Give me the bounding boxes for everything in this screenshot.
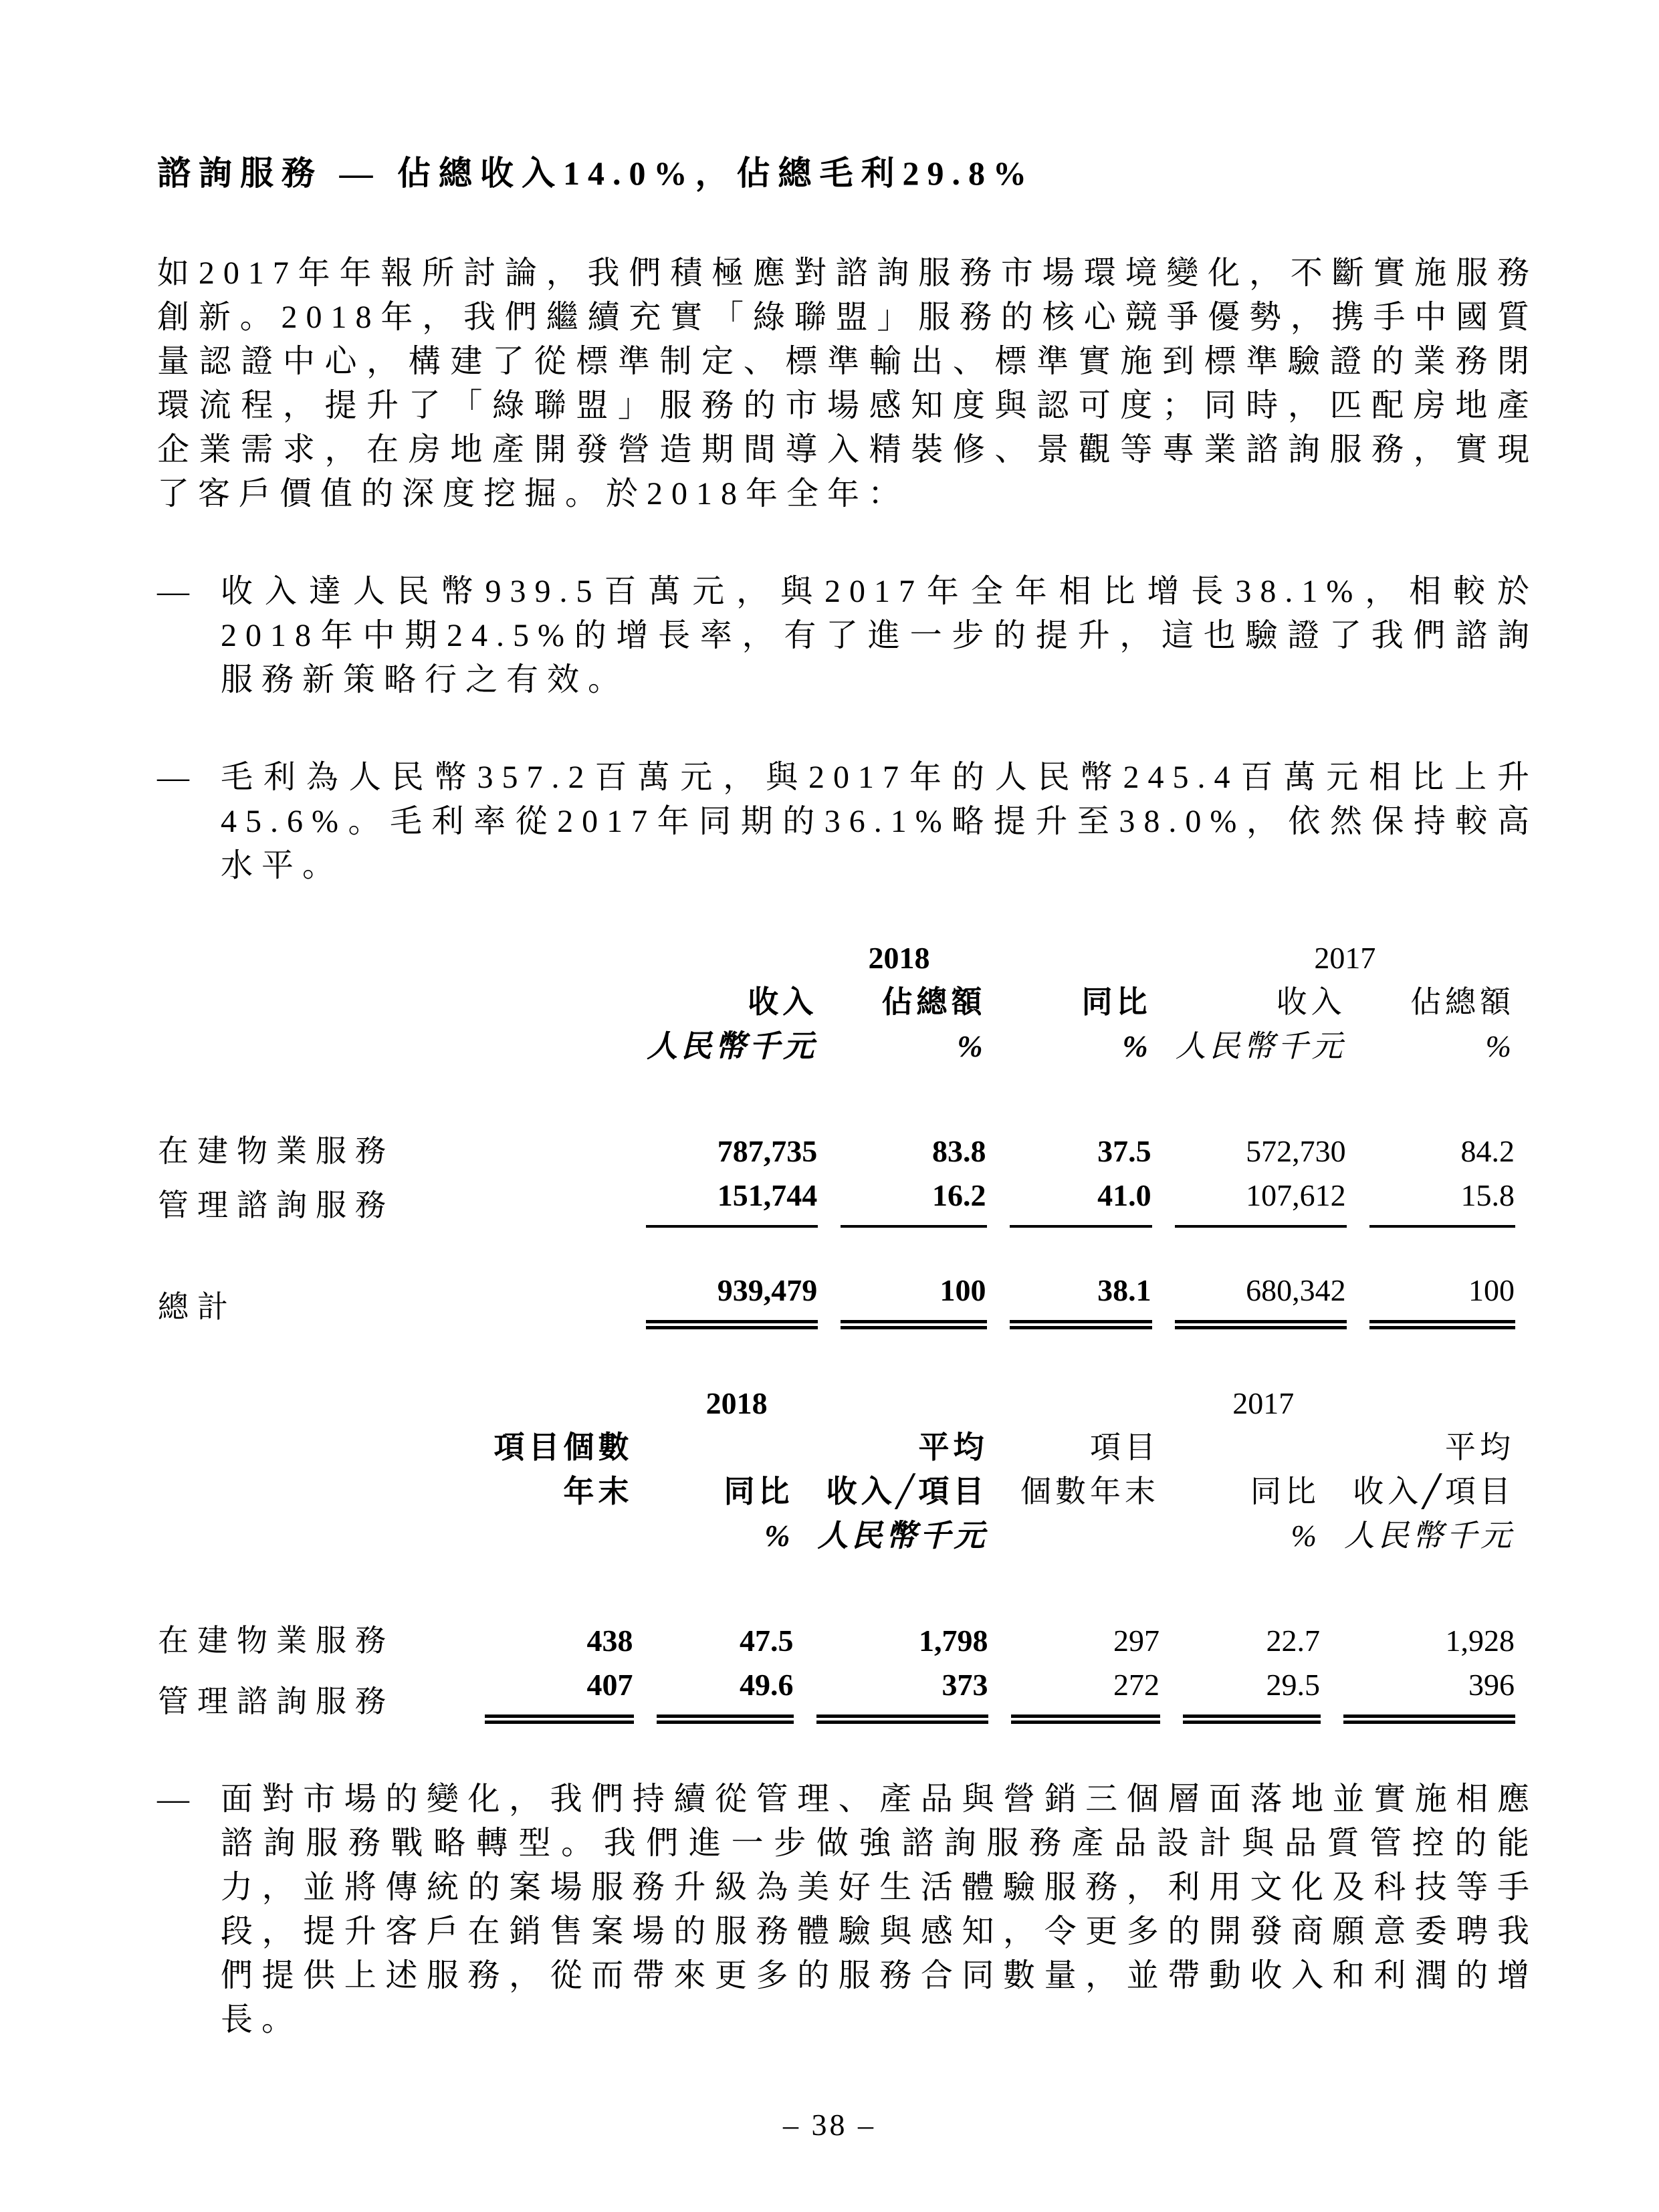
empty-cell xyxy=(157,1381,462,1426)
year-2018-label: 2018 xyxy=(868,941,930,975)
value-cell: 373 xyxy=(816,1663,988,1724)
value-cell: 49.6 xyxy=(657,1663,794,1724)
year-2017-label: 2017 xyxy=(1232,1386,1295,1420)
col-header: 佔總額 xyxy=(1410,985,1515,1019)
value-cell: 22.7 xyxy=(1266,1624,1320,1658)
empty-cell xyxy=(157,1426,462,1470)
value-cell: 787,735 xyxy=(717,1134,818,1168)
value-cell: 272 xyxy=(1011,1663,1160,1724)
unit-cell xyxy=(1011,1514,1160,1558)
empty-cell xyxy=(157,1470,462,1514)
value-cell: 407 xyxy=(485,1663,634,1724)
empty-cell xyxy=(157,1514,462,1558)
col-header: 平均 xyxy=(1445,1430,1515,1464)
bullet-dash: — xyxy=(157,760,189,795)
col-header xyxy=(1183,1426,1321,1470)
row-label: 在建物業服務 xyxy=(158,1134,395,1168)
bullet-text: 面對市場的變化，我們持續從管理、產品與營銷三個層面落地並實施相應諮詢服務戰略轉型。我們進一步做強諮詢服務產品設計與品質管控的能力，並將傳統的案場服務升級為美好生活體驗服務，利用文化及科技等手段，提升客戶在銷售案場的服務體驗與感知，令更多的開發商願意委聘我們提供上述服務，從而帶來更多的服務合同數量，並帶動收入和利潤的增長。 xyxy=(221,1781,1538,2037)
value-cell: 29.5 xyxy=(1183,1663,1321,1724)
total-value: 939,479 xyxy=(646,1228,818,1329)
col-header: 收入╱項目 xyxy=(1353,1474,1515,1509)
value-cell: 47.5 xyxy=(739,1624,794,1658)
value-cell: 572,730 xyxy=(1246,1134,1346,1168)
col-header xyxy=(657,1426,794,1470)
col-header: 平均 xyxy=(918,1430,988,1464)
total-value: 100 xyxy=(841,1228,986,1329)
bullet-text: 收入達人民幣939.5百萬元，與2017年全年相比增長38.1%，相較於2018年中期24.5%的增長率，有了進一步的提升，這也驗證了我們諮詢服務新策略行之有效。 xyxy=(221,574,1538,697)
col-header: 同比 xyxy=(1250,1474,1320,1509)
year-row xyxy=(157,1381,1515,1426)
unit-cell: 人民幣千元 xyxy=(1344,1519,1515,1553)
bullet-dash: — xyxy=(157,1781,189,1817)
empty-cell xyxy=(157,1024,623,1069)
value-cell: 1,928 xyxy=(1445,1624,1515,1658)
page-content xyxy=(157,0,1538,2042)
value-cell: 83.8 xyxy=(932,1134,986,1168)
intro-paragraph: 如2017年年報所討論，我們積極應對諮詢服務市場環境變化，不斷實施服務創新。2018年，我們繼續充實「綠聯盟」服務的核心競爭優勢，携手中國質量認證中心，構建了從標準制定、標準輸出、標準實施到標準驗證的業務閉環流程，提升了「綠聯盟」服務的市場感知度與認可度；同時，匹配房地產企業需求，在房地產開發營造期間導入精裝修、景觀等專業諮詢服務，實現了客戶價值的深度挖掘。於2018年全年： xyxy=(157,255,1538,512)
unit-cell: 人民幣千元 xyxy=(1175,1029,1346,1063)
total-value: 680,342 xyxy=(1175,1228,1347,1329)
col-header: 年末 xyxy=(563,1474,633,1509)
value-cell: 41.0 xyxy=(1010,1174,1152,1228)
value-cell: 151,744 xyxy=(646,1174,818,1228)
unit-cell: % xyxy=(1291,1519,1320,1553)
year-row xyxy=(157,936,1515,980)
row-label: 管理諮詢服務 xyxy=(158,1684,395,1719)
value-cell: 84.2 xyxy=(1460,1134,1515,1168)
value-cell: 37.5 xyxy=(1097,1134,1151,1168)
bullet-dash: — xyxy=(157,574,189,609)
table-row xyxy=(157,1663,1515,1724)
table-row xyxy=(157,1174,1515,1228)
value-cell: 297 xyxy=(1113,1624,1160,1658)
col-header: 佔總額 xyxy=(881,985,986,1019)
unit-cell: 人民幣千元 xyxy=(647,1029,818,1063)
unit-cell: % xyxy=(764,1519,794,1553)
bullet-revenue xyxy=(157,570,1538,702)
column-header-row-top xyxy=(157,1426,1515,1470)
year-2018-label: 2018 xyxy=(705,1386,768,1420)
col-header: 同比 xyxy=(724,1474,794,1509)
projects-table xyxy=(134,1381,1538,1724)
value-cell: 16.2 xyxy=(841,1174,986,1228)
row-label: 在建物業服務 xyxy=(158,1624,395,1658)
page-number: – 38 – xyxy=(783,2108,876,2142)
bullet-strategy xyxy=(157,1777,1538,2042)
revenue-table xyxy=(134,936,1538,1329)
year-2017-label: 2017 xyxy=(1314,941,1376,975)
unit-cell: % xyxy=(1122,1029,1151,1063)
empty-cell xyxy=(157,980,623,1024)
unit-cell: 人民幣千元 xyxy=(817,1519,988,1553)
col-header: 項目個數 xyxy=(493,1430,633,1464)
col-header: 個數年末 xyxy=(1020,1474,1160,1509)
total-value: 100 xyxy=(1369,1228,1515,1329)
col-header: 收入 xyxy=(1276,985,1346,1019)
col-header: 項目 xyxy=(1090,1430,1160,1464)
table-row xyxy=(157,1558,1515,1663)
value-cell: 15.8 xyxy=(1369,1174,1515,1228)
table-row xyxy=(157,1069,1515,1174)
empty-cell xyxy=(157,936,623,980)
unit-row xyxy=(157,1514,1515,1558)
unit-cell: % xyxy=(1485,1029,1515,1063)
total-value: 38.1 xyxy=(1010,1228,1152,1329)
column-header-row xyxy=(157,980,1515,1024)
total-label: 總計 xyxy=(158,1290,237,1324)
section-title: 諮詢服務 — 佔總收入14.0%，佔總毛利29.8% xyxy=(157,154,1034,192)
row-label: 管理諮詢服務 xyxy=(158,1188,395,1222)
value-cell: 438 xyxy=(586,1624,633,1658)
total-row xyxy=(157,1228,1515,1329)
unit-row xyxy=(157,1024,1515,1069)
unit-cell: % xyxy=(957,1029,986,1063)
unit-cell xyxy=(485,1514,634,1558)
column-header-row-bottom xyxy=(157,1470,1515,1514)
value-cell: 1,798 xyxy=(918,1624,988,1658)
value-cell: 107,612 xyxy=(1175,1174,1347,1228)
value-cell: 396 xyxy=(1343,1663,1515,1724)
bullet-gross-profit xyxy=(157,756,1538,888)
col-header: 收入 xyxy=(748,985,818,1019)
col-header: 收入╱項目 xyxy=(826,1474,988,1509)
col-header: 同比 xyxy=(1081,985,1151,1019)
bullet-text: 毛利為人民幣357.2百萬元，與2017年的人民幣245.4百萬元相比上升45.6%。毛利率從2017年同期的36.1%略提升至38.0%，依然保持較高水平。 xyxy=(221,760,1538,883)
